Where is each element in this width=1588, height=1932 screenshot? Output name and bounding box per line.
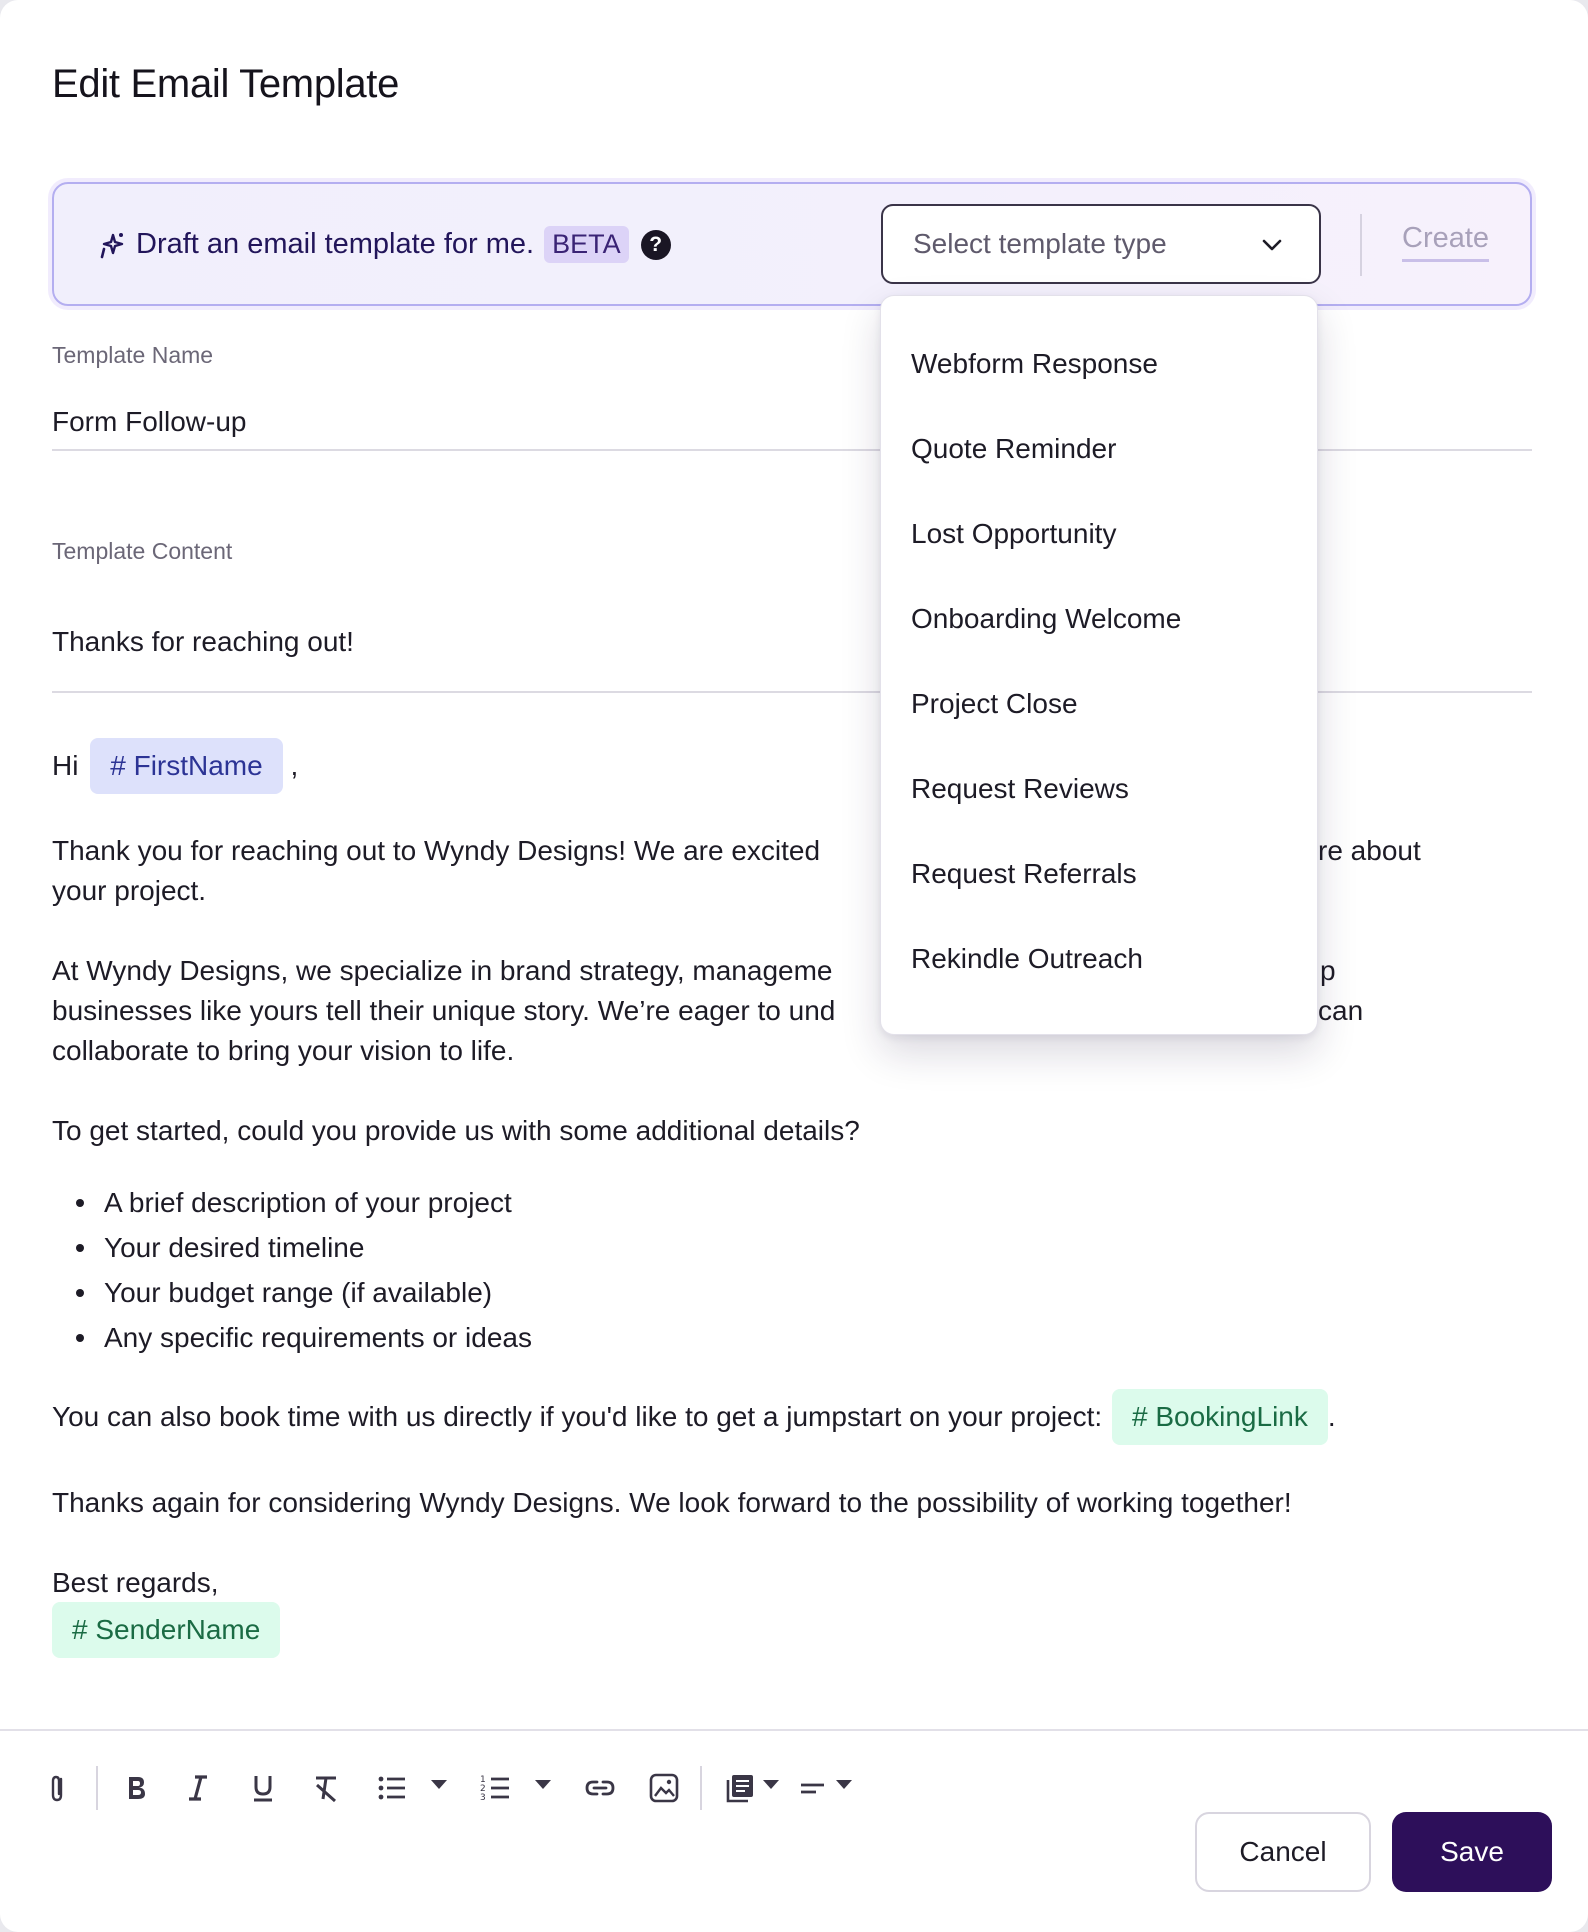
chevron-down-icon <box>1259 232 1285 258</box>
paperclip-icon[interactable] <box>38 1768 78 1808</box>
svg-text:3: 3 <box>480 1793 486 1803</box>
toolbar-separator <box>96 1766 98 1810</box>
paragraph-services-line-1: At Wyndy Designs, we specialize in brand strategy, manageme <box>52 955 833 986</box>
paragraph-request[interactable]: To get started, could you provide us with some additional details? <box>52 1115 860 1146</box>
paragraph-services-line-2: businesses like yours tell their unique story. We’re eager to und <box>52 995 836 1026</box>
dialog-title: Edit Email Template <box>52 62 400 106</box>
template-name-label: Template Name <box>52 342 214 368</box>
bold-icon[interactable] <box>116 1768 156 1808</box>
bullet-list-icon[interactable] <box>372 1768 412 1808</box>
snippet-caret-icon[interactable] <box>763 1780 779 1789</box>
sendername-merge-tag[interactable]: # SenderName <box>52 1602 280 1658</box>
paragraph-services-right-2: can <box>1318 995 1364 1026</box>
bullet-list-caret-icon[interactable] <box>431 1780 447 1789</box>
ai-draft-prompt <box>96 226 671 263</box>
snippet-icon[interactable] <box>720 1768 760 1808</box>
signature-line <box>52 1602 1472 1658</box>
subject-input[interactable]: Thanks for reaching out! <box>52 626 354 657</box>
bookinglink-merge-tag[interactable]: # BookingLink <box>1112 1389 1328 1445</box>
firstname-merge-tag[interactable]: # FirstName <box>90 738 282 794</box>
menu-item-request-reviews[interactable]: Request Reviews <box>911 773 1129 804</box>
link-icon[interactable] <box>580 1768 620 1808</box>
underline-icon[interactable] <box>243 1768 283 1808</box>
toolbar-divider <box>0 1729 1588 1731</box>
template-type-select[interactable] <box>881 204 1321 284</box>
image-icon[interactable] <box>644 1768 684 1808</box>
paragraph-services-right-1: p <box>1320 955 1336 986</box>
numbered-list-caret-icon[interactable] <box>535 1780 551 1789</box>
paragraph-services-line-3: collaborate to bring your vision to life. <box>52 1035 515 1066</box>
menu-item-project-close[interactable]: Project Close <box>911 688 1078 719</box>
save-button[interactable]: Save <box>1392 1812 1552 1892</box>
greeting-comma: , <box>290 750 299 781</box>
svg-text:2: 2 <box>480 1784 486 1794</box>
toolbar-separator <box>700 1766 702 1810</box>
align-caret-icon[interactable] <box>836 1780 852 1789</box>
list-item[interactable]: Your budget range (if available) <box>52 1270 532 1315</box>
paragraph-closing[interactable]: Thanks again for considering Wyndy Designs. We look forward to the possibility of working together! <box>52 1487 1292 1518</box>
clear-format-icon[interactable] <box>306 1768 346 1808</box>
menu-item-lost-opportunity[interactable]: Lost Opportunity <box>911 518 1117 549</box>
booking-period: . <box>1327 1401 1336 1432</box>
list-item[interactable]: A brief description of your project <box>52 1180 532 1225</box>
italic-icon[interactable] <box>178 1768 218 1808</box>
menu-item-request-referrals[interactable]: Request Referrals <box>911 858 1137 889</box>
beta-badge: BETA <box>544 226 629 263</box>
question-circle-icon[interactable]: ? <box>641 230 671 260</box>
create-button[interactable]: Create <box>1402 222 1489 262</box>
template-content-label: Template Content <box>52 538 233 564</box>
template-type-placeholder: Select template type <box>913 228 1167 259</box>
banner-divider <box>1360 214 1362 276</box>
menu-item-webform-response[interactable]: Webform Response <box>911 348 1158 379</box>
template-name-input[interactable]: Form Follow-up <box>52 406 247 437</box>
svg-text:1: 1 <box>480 1775 486 1785</box>
list-item[interactable]: Any specific requirements or ideas <box>52 1315 532 1360</box>
booking-line[interactable] <box>52 1389 1552 1445</box>
menu-item-quote-reminder[interactable]: Quote Reminder <box>911 433 1117 464</box>
list-item[interactable]: Your desired timeline <box>52 1225 532 1270</box>
signoff-text[interactable]: Best regards, <box>52 1567 219 1598</box>
numbered-list-icon[interactable] <box>476 1768 516 1808</box>
details-bullet-list <box>52 1180 532 1360</box>
align-icon[interactable] <box>793 1768 833 1808</box>
template-type-menu <box>880 295 1318 1035</box>
sparkle-icon <box>96 229 128 261</box>
cancel-button[interactable]: Cancel <box>1195 1812 1371 1892</box>
paragraph-intro-line-2: your project. <box>52 875 207 906</box>
ai-draft-banner <box>52 182 1532 306</box>
greeting-text: Hi <box>52 750 79 781</box>
paragraph-intro-line-1: Thank you for reaching out to Wyndy Designs! We are excited <box>52 835 821 866</box>
paragraph-intro-right: re about <box>1318 835 1421 866</box>
menu-item-rekindle-outreach[interactable]: Rekindle Outreach <box>911 943 1143 974</box>
ai-draft-text: Draft an email template for me. <box>136 228 535 260</box>
menu-item-onboarding-welcome[interactable]: Onboarding Welcome <box>911 603 1182 634</box>
booking-text: You can also book time with us directly if you'd like to get a jumpstart on your project: <box>52 1401 1103 1432</box>
